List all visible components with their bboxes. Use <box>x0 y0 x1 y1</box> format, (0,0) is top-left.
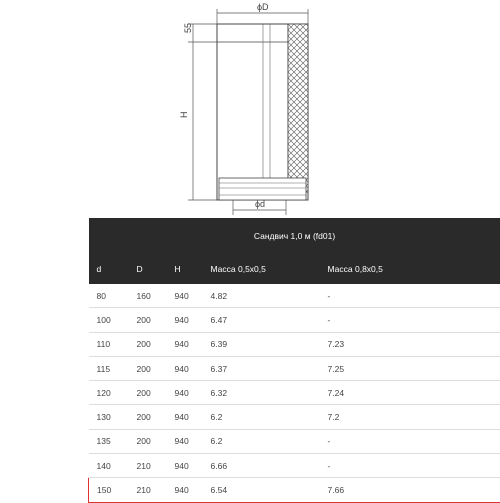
cell-H: 940 <box>167 284 203 308</box>
cell-mass-08: - <box>320 308 500 332</box>
cell-D: 200 <box>129 381 167 405</box>
column-header-D: D <box>129 254 167 284</box>
cell-mass-08: 7.66 <box>320 478 500 502</box>
table-title: Сандвич 1,0 м (fd01) <box>89 218 500 254</box>
cell-mass-08: 7.25 <box>320 356 500 380</box>
cell-d: 115 <box>89 356 129 380</box>
table-row <box>89 429 500 453</box>
cell-D: 210 <box>129 478 167 502</box>
socket-length-label: 55 <box>183 23 193 33</box>
table-title-row <box>89 218 500 254</box>
specification-table <box>88 218 500 503</box>
table-row <box>89 356 500 380</box>
outer-diameter-dimension <box>217 2 308 24</box>
cell-D: 200 <box>129 356 167 380</box>
height-label: H <box>179 112 189 119</box>
cell-d: 135 <box>89 429 129 453</box>
table-header-row <box>89 254 500 284</box>
outer-diameter-label: ϕD <box>257 2 269 12</box>
cell-d: 150 <box>89 478 129 502</box>
cell-mass-08: - <box>320 284 500 308</box>
table-row <box>89 405 500 429</box>
table-row-highlighted <box>89 478 500 502</box>
column-header-d: d <box>89 254 129 284</box>
pipe-body <box>217 24 308 200</box>
table-row <box>89 308 500 332</box>
cell-H: 940 <box>167 405 203 429</box>
inner-diameter-label: ϕd <box>255 199 265 209</box>
cell-mass-08: 7.2 <box>320 405 500 429</box>
cell-mass-05: 6.37 <box>203 356 320 380</box>
cell-D: 200 <box>129 332 167 356</box>
insulation-hatch <box>288 24 308 192</box>
cell-mass-05: 6.54 <box>203 478 320 502</box>
cell-D: 160 <box>129 284 167 308</box>
cell-mass-05: 6.32 <box>203 381 320 405</box>
cell-H: 940 <box>167 332 203 356</box>
cell-mass-05: 6.39 <box>203 332 320 356</box>
cell-d: 80 <box>89 284 129 308</box>
table-row <box>89 381 500 405</box>
cell-d: 110 <box>89 332 129 356</box>
table-row <box>89 454 500 478</box>
height-dimension <box>179 23 217 200</box>
cell-H: 940 <box>167 429 203 453</box>
cell-H: 940 <box>167 308 203 332</box>
table-row <box>89 332 500 356</box>
column-header-mass-08: Масса 0,8х0,5 <box>320 254 500 284</box>
pipe-technical-drawing <box>0 0 500 215</box>
cell-d: 120 <box>89 381 129 405</box>
cell-D: 200 <box>129 429 167 453</box>
cell-H: 940 <box>167 478 203 502</box>
cell-D: 200 <box>129 405 167 429</box>
cell-d: 140 <box>89 454 129 478</box>
column-header-H: H <box>167 254 203 284</box>
cell-mass-05: 6.47 <box>203 308 320 332</box>
table-row <box>89 284 500 308</box>
cell-mass-05: 6.66 <box>203 454 320 478</box>
cell-mass-05: 4.82 <box>203 284 320 308</box>
cell-d: 130 <box>89 405 129 429</box>
cell-mass-08: - <box>320 429 500 453</box>
cell-H: 940 <box>167 356 203 380</box>
cell-H: 940 <box>167 381 203 405</box>
cell-mass-05: 6.2 <box>203 429 320 453</box>
cell-D: 200 <box>129 308 167 332</box>
cell-mass-08: - <box>320 454 500 478</box>
cell-mass-08: 7.24 <box>320 381 500 405</box>
cell-mass-05: 6.2 <box>203 405 320 429</box>
cell-mass-08: 7.23 <box>320 332 500 356</box>
cell-H: 940 <box>167 454 203 478</box>
cell-d: 100 <box>89 308 129 332</box>
column-header-mass-05: Масса 0,5х0,5 <box>203 254 320 284</box>
inner-diameter-dimension <box>233 199 286 215</box>
cell-D: 210 <box>129 454 167 478</box>
